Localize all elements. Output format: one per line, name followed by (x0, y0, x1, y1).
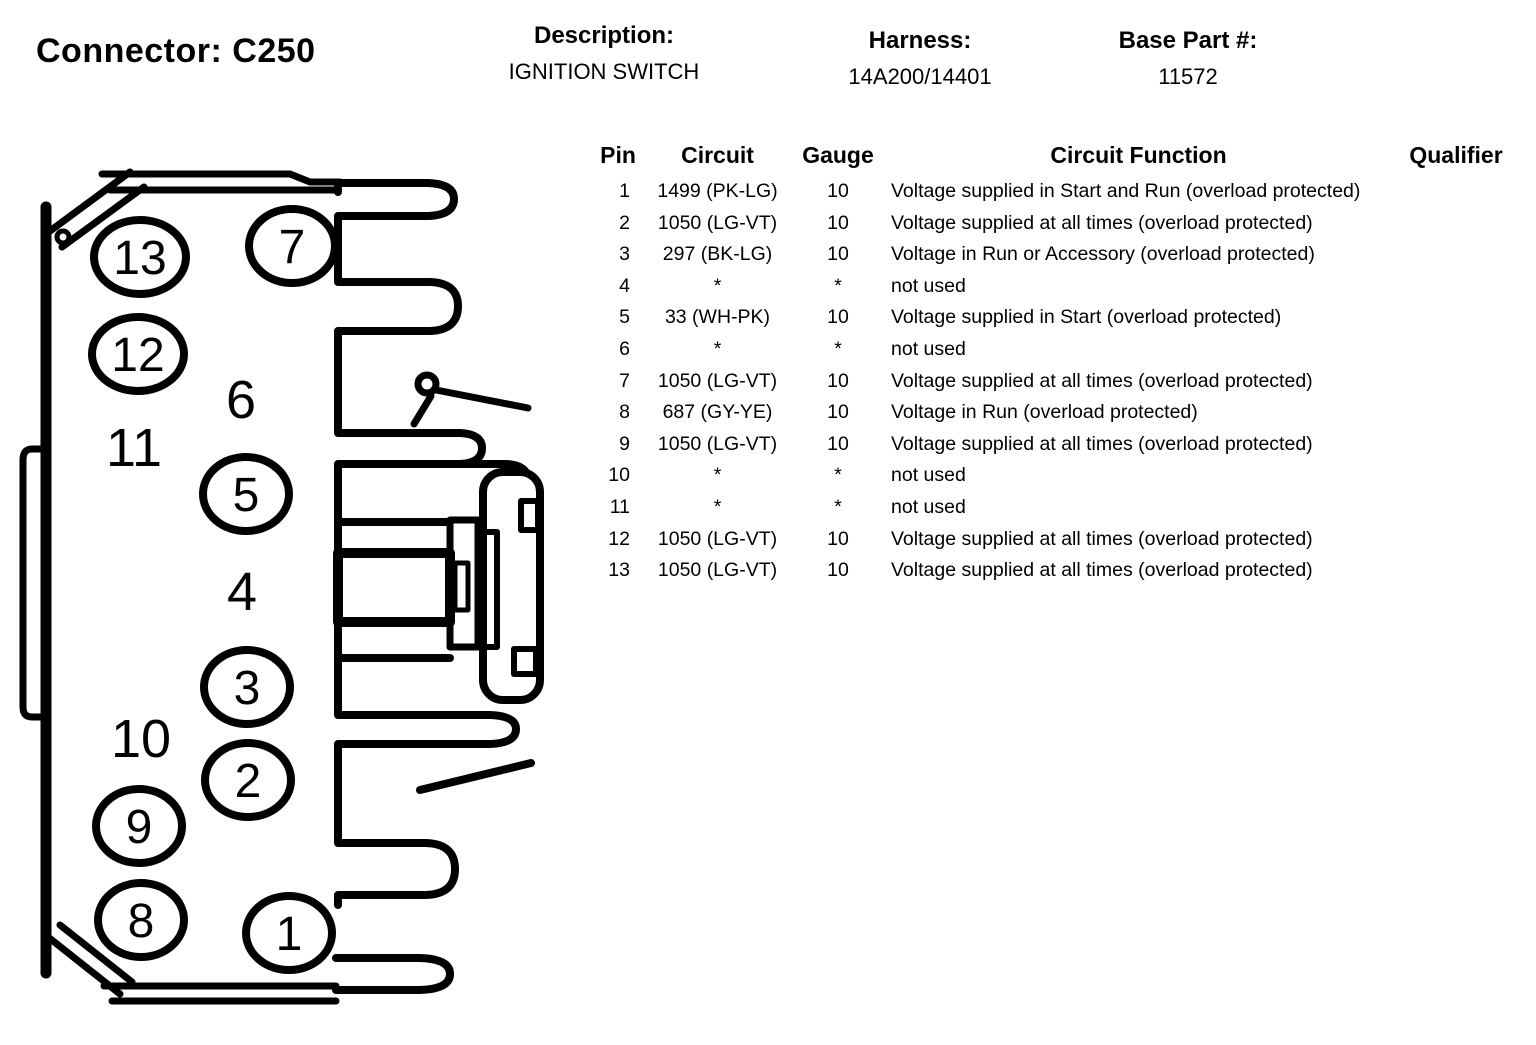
cell-gauge: * (834, 495, 842, 518)
cell-gauge: 10 (827, 432, 849, 455)
cell-circuit: 297 (BK-LG) (662, 243, 773, 266)
cell-function: Voltage supplied in Start and Run (overload protected) (891, 180, 1361, 202)
cell-gauge: * (834, 337, 842, 360)
pin-label-12: 12 (111, 329, 165, 382)
pin-label-10: 10 (110, 709, 172, 769)
cell-pin: 6 (619, 337, 630, 360)
cell-circuit: 1050 (LG-VT) (657, 432, 778, 455)
column-header-pin: Pin (600, 142, 636, 168)
table-row (596, 208, 1516, 240)
table-row (596, 239, 1516, 271)
cell-pin: 8 (619, 401, 630, 424)
cell-circuit: * (713, 495, 722, 518)
column-header-gauge: Gauge (802, 142, 874, 168)
cell-pin: 12 (608, 527, 630, 550)
pin-label-13: 13 (113, 232, 167, 285)
cell-pin: 2 (619, 211, 630, 234)
cell-function: Voltage supplied at all times (overload protected) (891, 527, 1313, 550)
cell-circuit: 1499 (PK-LG) (657, 180, 778, 202)
cell-gauge: 10 (827, 243, 849, 266)
cell-function: Voltage in Run (overload protected) (891, 401, 1198, 424)
cell-pin: 9 (619, 432, 630, 455)
pin-label-2: 2 (234, 755, 262, 808)
cell-circuit: 1050 (LG-VT) (657, 211, 778, 234)
pin-label-7: 7 (278, 221, 306, 274)
pinout-table (596, 142, 1516, 587)
harness-value: 14A200/14401 (848, 64, 992, 89)
cell-function: not used (891, 274, 966, 297)
cell-circuit: 1050 (LG-VT) (657, 559, 778, 582)
base-part-label: Base Part #: (1118, 27, 1258, 54)
cell-function: not used (891, 464, 966, 487)
cell-pin: 10 (608, 464, 630, 487)
cell-gauge: * (834, 464, 842, 487)
cell-pin: 11 (609, 495, 630, 518)
cell-gauge: 10 (827, 306, 849, 329)
cell-function: Voltage supplied at all times (overload protected) (891, 432, 1313, 455)
table-row (596, 271, 1516, 303)
table-row (596, 492, 1516, 524)
connector-pins (92, 209, 335, 970)
cell-function: Voltage supplied at all times (overload protected) (891, 369, 1313, 392)
cell-circuit: * (713, 274, 722, 297)
cell-function: not used (891, 337, 966, 360)
cell-circuit: 687 (GY-YE) (662, 401, 773, 424)
cell-function: Voltage in Run or Accessory (overload protected) (891, 243, 1315, 266)
base-part-block (1058, 27, 1318, 90)
cell-gauge: * (834, 274, 842, 297)
pin-label-4: 4 (226, 562, 258, 622)
pin-label-8: 8 (127, 895, 155, 948)
table-header-row (596, 142, 1516, 169)
connector-title: Connector: C250 (36, 32, 316, 70)
harness-label: Harness: (868, 27, 972, 54)
base-part-value: 11572 (1158, 64, 1218, 89)
cell-circuit: * (713, 337, 722, 360)
pin-label-6: 6 (225, 370, 257, 430)
connector-svg (0, 150, 560, 1040)
cell-pin: 5 (619, 306, 630, 329)
table-body (596, 176, 1516, 587)
harness-block (790, 27, 1050, 90)
description-value: IGNITION SWITCH (508, 59, 700, 84)
cell-gauge: 10 (827, 527, 849, 550)
cell-circuit: 33 (WH-PK) (664, 306, 771, 329)
column-header-circuit: Circuit (681, 142, 754, 168)
cell-circuit: 1050 (LG-VT) (657, 369, 778, 392)
pin-label-1: 1 (275, 908, 303, 961)
pin-label-9: 9 (125, 801, 153, 854)
connector-diagram (0, 150, 560, 1040)
cell-function: Voltage supplied at all times (overload protected) (891, 211, 1313, 234)
table-row (596, 334, 1516, 366)
cell-pin: 1 (619, 180, 630, 202)
table-row (596, 460, 1516, 492)
cell-pin: 3 (619, 243, 630, 266)
cell-function: Voltage supplied in Start (overload protected) (891, 306, 1282, 329)
cell-gauge: 10 (827, 559, 849, 582)
cell-pin: 13 (608, 559, 630, 582)
table-row (596, 429, 1516, 461)
pin-label-5: 5 (232, 469, 260, 522)
column-header-qualifier: Qualifier (1409, 142, 1503, 168)
cell-pin: 4 (619, 274, 630, 297)
cell-circuit: 1050 (LG-VT) (657, 527, 778, 550)
table-row (596, 302, 1516, 334)
pin-label-11: 11 (105, 418, 163, 478)
cell-gauge: 10 (827, 180, 849, 202)
table-row (596, 555, 1516, 587)
cell-function: not used (891, 495, 966, 518)
table-row (596, 176, 1516, 208)
cell-gauge: 10 (827, 211, 849, 234)
table-row (596, 524, 1516, 556)
description-label: Description: (533, 22, 674, 49)
cell-gauge: 10 (827, 369, 849, 392)
table-row (596, 366, 1516, 398)
table-row (596, 397, 1516, 429)
cell-gauge: 10 (827, 401, 849, 424)
cell-circuit: * (713, 464, 722, 487)
pin-label-3: 3 (233, 662, 261, 715)
cell-function: Voltage supplied at all times (overload protected) (891, 559, 1313, 582)
column-header-circuit-function: Circuit Function (1050, 142, 1227, 168)
cell-pin: 7 (619, 369, 630, 392)
connector-outline (23, 172, 540, 1001)
description-block (454, 22, 754, 85)
